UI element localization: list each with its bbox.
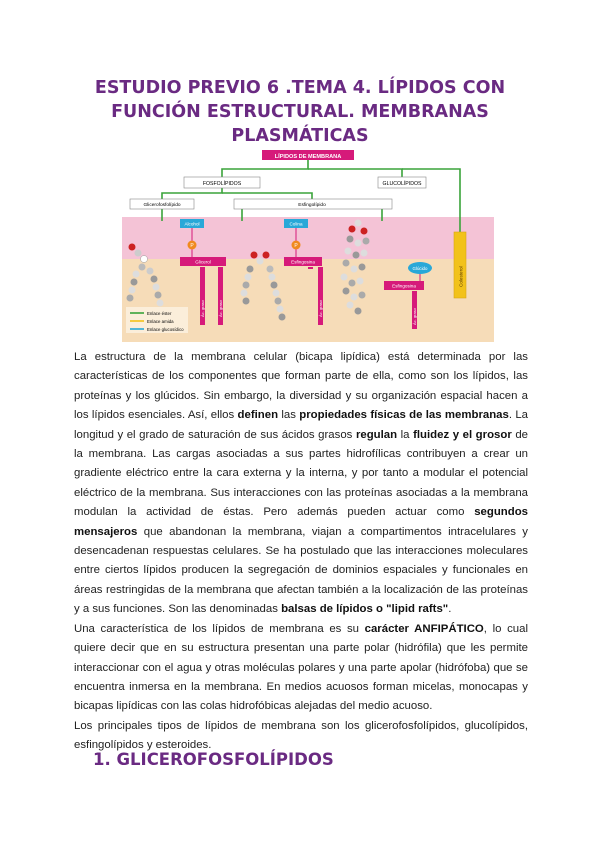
esfingosina-label-2: Esfingosina (392, 283, 416, 289)
fosfolipidos-label: FOSFOLÍPIDOS (202, 181, 242, 187)
colesterol-label: Colesterol (458, 266, 464, 287)
paragraph-3: Los principales tipos de lípidos de membrana son los glicerofosfolípidos, glucolípidos, esfingolípidos y esteroides. (74, 719, 528, 752)
glucolipidos-label: GLUCOLÍPIDOS (382, 181, 422, 187)
svg-text:Ác. graso: Ác. graso (200, 300, 205, 317)
colesterol-bar (454, 232, 466, 298)
legend-amida: Enlace amida (147, 319, 174, 324)
glicerofosfolipido-label: Glicerofosfolípido (143, 203, 181, 208)
svg-text:Ác. graso: Ác. graso (218, 300, 223, 317)
legend-ester: Enlace éster (147, 311, 172, 316)
svg-text:Ác. graso: Ác. graso (318, 300, 323, 317)
glucido-label: Glúcido (412, 266, 428, 271)
phosphate-2-label: P (294, 243, 298, 249)
section-heading: 1. GLICEROFOSFOLÍPIDOS (93, 750, 334, 769)
svg-text:Ác. graso: Ác. graso (412, 308, 417, 325)
body-text (74, 348, 528, 756)
glicerol-label: Glicerol (195, 259, 211, 265)
paragraph-1: La estructura de la membrana celular (bicapa lipídica) está determinada por las características de los componentes que forman parte de ella, como son los lípidos, las proteínas y los glúcidos. Sin embargo, la diversidad y su organización espacial hacen a los lípidos esenciales. Así, ellos definen las propiedades físicas de las membranas. La longitud y el grado de saturación de sus ácidos grasos regulan la fluidez y el grosor de la membrana. Las cargas asociadas a sus partes hidrofílicas contribuyen a crear un gradiente eléctrico entre la cara externa y la interna, y por tanto a modular el potencial eléctrico de la membrana. Sus interacciones con las proteínas asociadas a la membrana modulan la actividad de éstas. Pero además pueden actuar como segundos mensajeros que abandonan la membrana, viajan a compartimentos intracelulares y desencadenan respuestas celulares. Se ha postulado que las interacciones moleculares entre ciertos lípidos producen la segregación de dominios espaciales y funcionales en áreas restringidas de la membrana que afectan también a la localización de las proteínas y a sus funciones. Son las denominadas balsas de lípidos o "lipid rafts". (74, 351, 529, 616)
esfingosina-label-1: Esfingosina (291, 259, 315, 265)
alcohol-label: Alcohol (184, 221, 200, 227)
colina-label: Colina (289, 221, 303, 227)
paragraph-2: Una característica de los lípidos de membrana es su carácter ANFIPÁTICO, lo cual quiere decir que en su estructura presentan una parte polar (hidrófila) que les permite interaccionar con el agua y otras moléculas polares y una parte apolar (hidrófoba) que se encuentra inmersa en la membrana. En medios acuosos forman micelas, monocapas y bicapas lipídicas con las colas hidrofóbicas alejadas del medio acuoso. (74, 622, 528, 713)
membrane-lipids-diagram (122, 147, 494, 342)
page-title: ESTUDIO PREVIO 6 .TEMA 4. LÍPIDOS CON FUNCIÓN ESTRUCTURAL. MEMBRANAS PLASMÁTICAS (94, 78, 506, 146)
phosphate-1-label: P (190, 243, 194, 249)
top-label: LÍPIDOS DE MEMBRANA (274, 154, 342, 160)
legend-glucosidico: Enlace glucosídico (147, 327, 184, 332)
esfingolipido-label: Esfingolípido (298, 203, 326, 208)
